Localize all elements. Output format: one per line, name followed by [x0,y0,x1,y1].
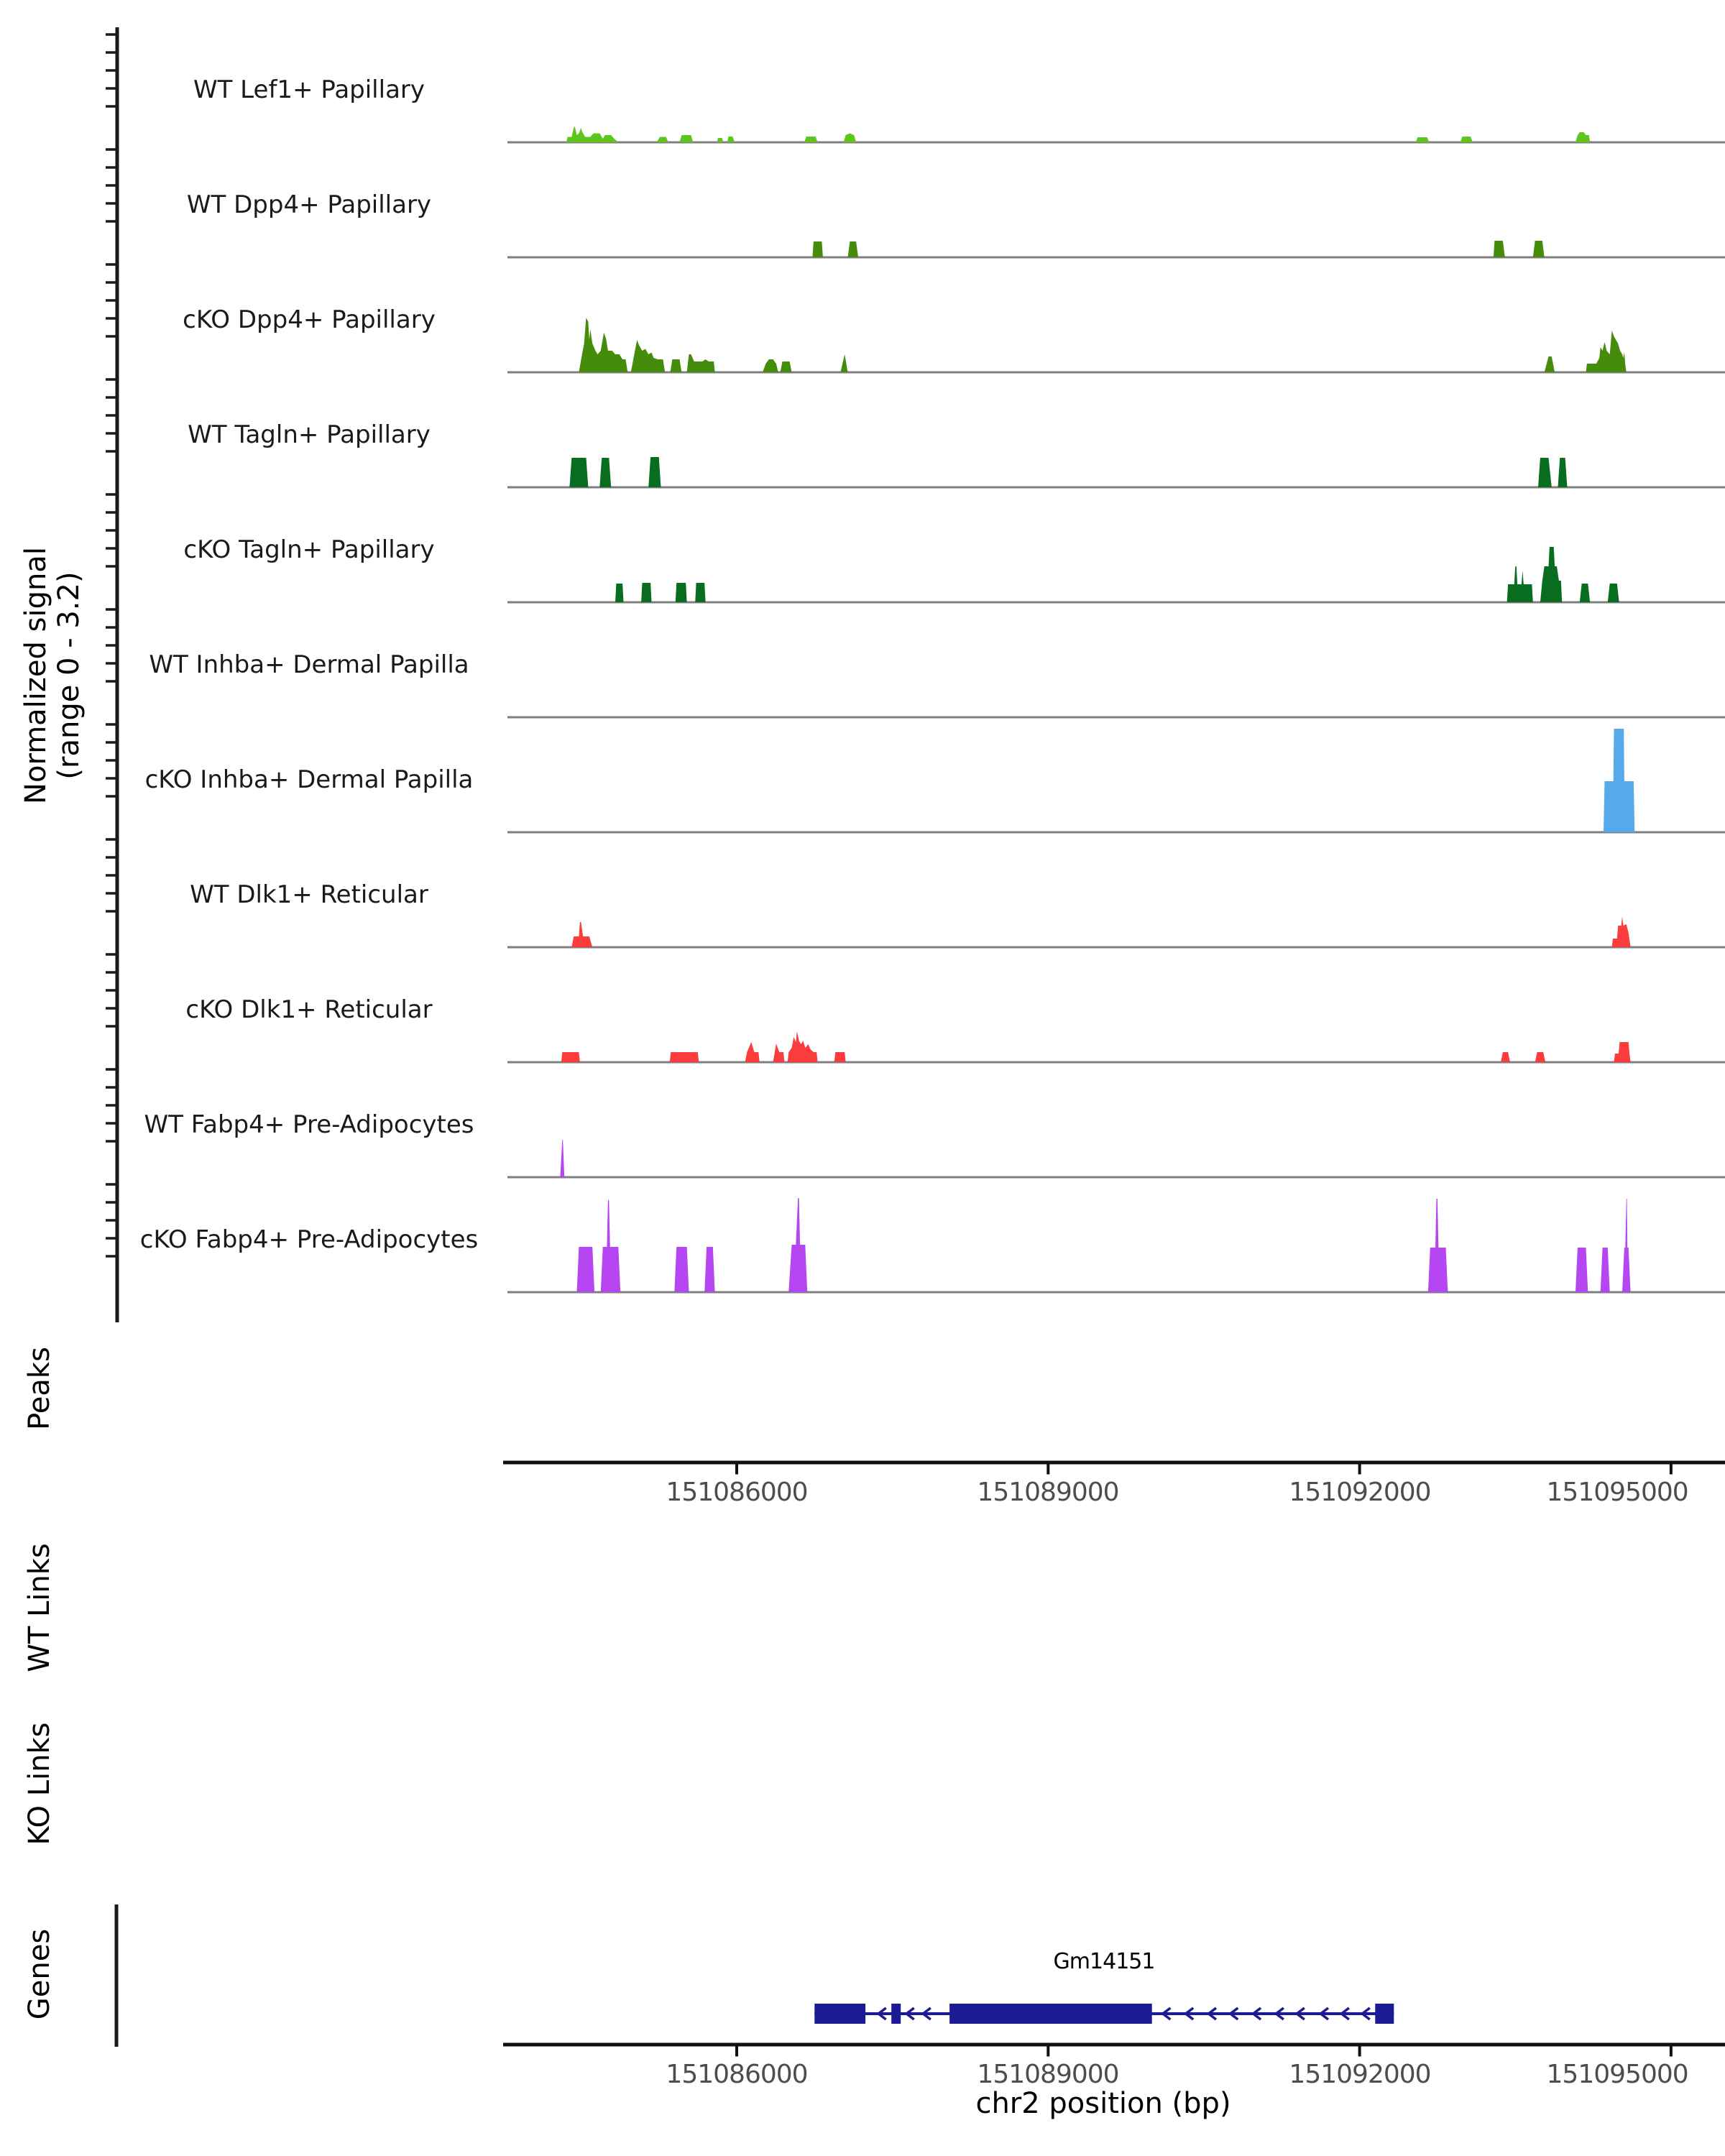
coverage-peak [615,584,624,602]
gene-exon [814,2004,865,2024]
genome-x-axis-tick [735,2047,738,2057]
coverage-peak [601,1200,620,1292]
peaks-axis-tick [1670,1465,1673,1475]
coverage-peak [773,1044,785,1062]
coverage-peak [1604,729,1634,832]
genome-axis-tick-label: 151086000 [666,2060,808,2089]
genome-x-axis-line [503,2043,1725,2047]
track-label-cko-tagln: cKO Tagln+ Papillary [183,535,435,564]
track-label-wt-dlk1: WT Dlk1+ Reticular [190,880,428,909]
section-label-peaks: Peaks [23,1347,56,1430]
genome-axis-tick-label: 151089000 [977,2060,1119,2089]
coverage-peak [674,1247,689,1292]
coverage-peak [1576,1248,1588,1292]
coverage-peak [1538,458,1552,487]
coverage-peak [763,359,778,372]
peaks-axis-tick [1046,1465,1049,1475]
genome-x-axis-tick [1670,2047,1673,2057]
coverage-peak [804,137,818,142]
coverage-peak [670,1052,699,1062]
coverage-peak [1428,1199,1448,1292]
coverage-peak [1494,241,1505,257]
coverage-peak [1622,1199,1631,1292]
coverage-peak [680,135,694,142]
peaks-axis-tick [735,1465,738,1475]
coverage-peak [1558,458,1568,487]
coverage-peak [1416,137,1430,142]
track-baseline [507,1176,1725,1179]
coverage-peak [788,1198,807,1292]
coverage-peak [569,458,588,487]
track-label-wt-tagln: WT Tagln+ Papillary [188,420,431,449]
genome-axis-tick-label: 151092000 [1289,2060,1431,2089]
coverage-peak [599,458,611,487]
gene-name-label: Gm14151 [1053,1949,1155,1974]
coverage-peak [1501,1052,1510,1062]
coverage-peak [579,318,627,372]
coverage-peak [1614,1042,1631,1062]
coverage-peak [1545,356,1555,372]
genome-axis-tick-label: 151095000 [1546,2060,1688,2089]
coverage-peak [848,241,859,257]
peaks-axis-line [503,1461,1725,1465]
coverage-peak [1586,331,1627,372]
gene-exon [1375,2004,1394,2024]
peaks-axis-tick-label: 151092000 [1289,1478,1431,1507]
track-label-wt-inhba: WT Inhba+ Dermal Papilla [149,650,469,679]
coverage-peak [1540,547,1562,602]
peaks-axis-tick [1358,1465,1361,1475]
section-label-wt-links: WT Links [23,1543,56,1672]
x-axis-title: chr2 position (bp) [975,2087,1231,2120]
peaks-axis-tick-label: 151086000 [666,1478,808,1507]
track-label-wt-fabp4: WT Fabp4+ Pre-Adipocytes [144,1110,474,1139]
coverage-peak [657,137,668,143]
gene-exon [949,2004,1152,2024]
track-label-cko-dpp4: cKO Dpp4+ Papillary [183,305,436,334]
track-label-cko-inhba: cKO Inhba+ Dermal Papilla [144,765,474,794]
genome-x-axis-tick [1046,2047,1049,2057]
coverage-peak [788,1031,818,1062]
coverage-peak [745,1042,760,1062]
coverage-peak [560,1140,564,1177]
coverage-peak [812,241,823,257]
coverage-peak [717,138,724,142]
track-label-cko-dlk1: cKO Dlk1+ Reticular [185,995,433,1024]
coverage-peak [1535,1052,1545,1062]
coverage-peak [781,361,792,372]
coverage-peak [1533,241,1545,257]
coverage-peak [577,1247,595,1292]
coverage-peak [687,354,715,372]
track-label-wt-dpp4: WT Dpp4+ Papillary [186,190,432,219]
coverage-peak [1507,566,1533,602]
track-label-cko-fabp4: cKO Fabp4+ Pre-Adipocytes [139,1225,479,1254]
track-baseline [507,831,1725,834]
coverage-peak [571,922,592,947]
coverage-peak [1612,916,1631,947]
coverage-peak [566,126,618,143]
track-baseline [507,717,1725,719]
coverage-peak [671,359,682,372]
coverage-peak [1608,584,1619,602]
genome-x-axis-tick [1358,2047,1361,2057]
coverage-peak [840,354,847,372]
section-label-ko-links: KO Links [23,1722,56,1846]
coverage-peak [1580,584,1590,602]
coverage-peak [631,340,666,372]
coverage-peak [844,134,856,143]
coverage-peak [1601,1248,1610,1292]
peaks-axis-tick-label: 151095000 [1546,1478,1688,1507]
gene-exon [891,2004,901,2024]
section-label-genes: Genes [23,1928,56,2020]
y-axis-label-line2: (range 0 - 3.2) [52,571,86,780]
coverage-peak [648,457,661,487]
genes-axis-line [115,1904,119,2047]
coverage-peak [1576,132,1590,142]
coverage-peak [676,583,687,602]
coverage-peak [641,583,651,602]
coverage-peak [704,1247,714,1292]
track-baseline [507,946,1725,949]
coverage-peak [561,1052,580,1062]
coverage-peak [1460,137,1473,142]
peaks-axis-tick-label: 151089000 [977,1478,1119,1507]
track-label-wt-lef1: WT Lef1+ Papillary [193,75,426,104]
track-baseline [507,1291,1725,1294]
y-axis-label-line1: Normalized signal [19,547,52,804]
coverage-peak [727,137,735,142]
coverage-peak [834,1052,846,1062]
coverage-peak [695,583,705,602]
